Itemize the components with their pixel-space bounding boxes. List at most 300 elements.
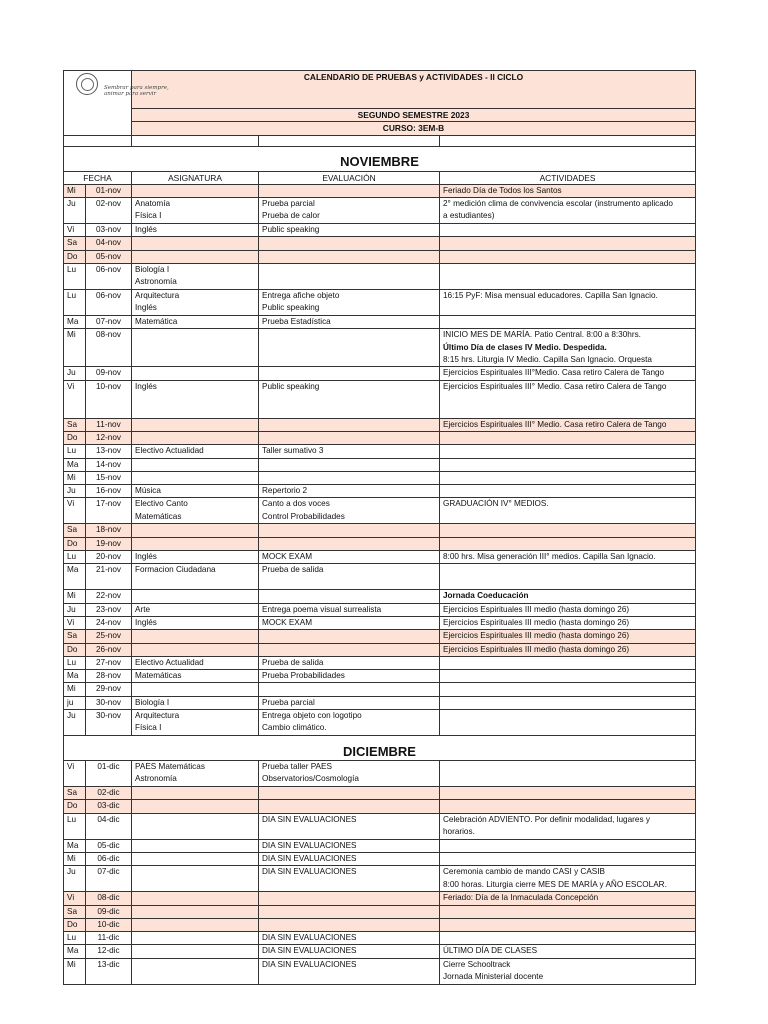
date-cell: 12-dic bbox=[86, 945, 132, 958]
cell-line: Matemáticas bbox=[135, 671, 182, 681]
cell-line: Prueba parcial bbox=[262, 199, 315, 209]
date-cell: 14-nov bbox=[86, 458, 132, 471]
cell-line: Public speaking bbox=[262, 381, 320, 391]
date-cell: 26-nov bbox=[86, 643, 132, 656]
day-cell: Mi bbox=[64, 329, 86, 367]
cell-line: PAES Matemáticas bbox=[135, 762, 205, 772]
activity-cell bbox=[440, 696, 696, 709]
subject-cell bbox=[132, 537, 259, 550]
activity-cell bbox=[440, 643, 696, 656]
table-row bbox=[64, 590, 696, 603]
table-row bbox=[64, 471, 696, 484]
day-cell: Sa bbox=[64, 905, 86, 918]
calendar-sheet bbox=[63, 70, 695, 985]
subject-cell bbox=[132, 316, 259, 329]
subject-cell bbox=[132, 905, 259, 918]
date-cell: 30-nov bbox=[86, 696, 132, 709]
subject-cell bbox=[132, 892, 259, 905]
subject-cell bbox=[132, 329, 259, 367]
subject-cell bbox=[132, 264, 259, 290]
day-cell: Do bbox=[64, 800, 86, 813]
subject-cell bbox=[132, 670, 259, 683]
day-cell: Ma bbox=[64, 670, 86, 683]
column-header-fecha: FECHA bbox=[64, 171, 132, 184]
day-cell: Lu bbox=[64, 656, 86, 669]
date-cell: 03-nov bbox=[86, 224, 132, 237]
subject-cell bbox=[132, 852, 259, 865]
activity-cell bbox=[440, 524, 696, 537]
date-cell: 07-nov bbox=[86, 316, 132, 329]
table-row bbox=[64, 316, 696, 329]
evaluation-cell bbox=[259, 224, 440, 237]
cell-line: Jornada Ministerial docente bbox=[443, 971, 544, 981]
cell-line: a estudiantes) bbox=[443, 211, 495, 221]
subject-cell bbox=[132, 250, 259, 263]
subject-cell bbox=[132, 656, 259, 669]
subject-cell bbox=[132, 761, 259, 787]
month-title: DICIEMBRE bbox=[64, 736, 696, 761]
cell-line: 8:00 horas. Liturgia cierre MES DE MARÍA y AÑO ESCOLAR. bbox=[443, 879, 667, 889]
month-row bbox=[64, 146, 696, 171]
cell-line: 8:00 hrs. Misa generación III° medios. Capilla San Ignacio. bbox=[443, 552, 656, 562]
evaluation-cell bbox=[259, 813, 440, 839]
day-cell: Do bbox=[64, 537, 86, 550]
date-cell: 03-dic bbox=[86, 800, 132, 813]
evaluation-cell bbox=[259, 670, 440, 683]
table-row bbox=[64, 564, 696, 590]
subject-cell bbox=[132, 603, 259, 616]
activity-cell bbox=[440, 761, 696, 787]
date-cell: 27-nov bbox=[86, 656, 132, 669]
evaluation-cell bbox=[259, 551, 440, 564]
activity-cell bbox=[440, 250, 696, 263]
activity-cell bbox=[440, 892, 696, 905]
day-cell: Sa bbox=[64, 418, 86, 431]
evaluation-cell bbox=[259, 537, 440, 550]
activity-cell bbox=[440, 431, 696, 444]
subject-cell bbox=[132, 380, 259, 418]
activity-cell bbox=[440, 710, 696, 736]
day-cell: Do bbox=[64, 643, 86, 656]
cell-line: Ejercicios Espirituales III medio (hasta domingo 26) bbox=[443, 644, 630, 654]
evaluation-cell bbox=[259, 866, 440, 892]
day-cell: Mi bbox=[64, 471, 86, 484]
cell-line: Matemática bbox=[135, 317, 178, 327]
cell-line: Repertorio 2 bbox=[262, 486, 308, 496]
date-cell: 02-dic bbox=[86, 787, 132, 800]
activity-cell bbox=[440, 813, 696, 839]
activity-cell bbox=[440, 683, 696, 696]
cell-line: Formacion Ciudadana bbox=[135, 565, 216, 575]
cell-line: Prueba Probabilidades bbox=[262, 671, 345, 681]
cell-line: Prueba taller PAES bbox=[262, 762, 332, 772]
cell-line: Celebración ADVIENTO. Por definir modalidad, lugares y bbox=[443, 814, 650, 824]
subject-cell bbox=[132, 498, 259, 524]
day-cell: Sa bbox=[64, 630, 86, 643]
evaluation-cell bbox=[259, 431, 440, 444]
evaluation-cell bbox=[259, 316, 440, 329]
cell-line: Física I bbox=[135, 211, 162, 221]
subject-cell bbox=[132, 918, 259, 931]
activity-cell bbox=[440, 329, 696, 367]
activity-cell bbox=[440, 367, 696, 380]
day-cell: Vi bbox=[64, 761, 86, 787]
activity-cell bbox=[440, 380, 696, 418]
cell-line: Feriado Día de Todos los Santos bbox=[443, 185, 562, 195]
table-row bbox=[64, 761, 696, 787]
subject-cell bbox=[132, 800, 259, 813]
day-cell: Lu bbox=[64, 813, 86, 839]
activity-cell bbox=[440, 932, 696, 945]
cell-line: Física I bbox=[135, 723, 162, 733]
day-cell: Vi bbox=[64, 224, 86, 237]
date-cell: 29-nov bbox=[86, 683, 132, 696]
evaluation-cell bbox=[259, 918, 440, 931]
activity-cell bbox=[440, 905, 696, 918]
month-row bbox=[64, 736, 696, 761]
activity-cell bbox=[440, 198, 696, 224]
table-row bbox=[64, 905, 696, 918]
cell-line: Matemáticas bbox=[135, 511, 182, 521]
day-cell: Ju bbox=[64, 603, 86, 616]
evaluation-cell bbox=[259, 184, 440, 197]
table-row bbox=[64, 431, 696, 444]
day-cell: Ju bbox=[64, 710, 86, 736]
subject-cell bbox=[132, 590, 259, 603]
evaluation-cell bbox=[259, 696, 440, 709]
subject-cell bbox=[132, 945, 259, 958]
table-row bbox=[64, 839, 696, 852]
date-cell: 02-nov bbox=[86, 198, 132, 224]
evaluation-cell bbox=[259, 630, 440, 643]
column-header-row bbox=[64, 171, 696, 184]
table-row bbox=[64, 800, 696, 813]
table-row bbox=[64, 250, 696, 263]
cell-line: 16:15 PyF: Misa mensual educadores. Capilla San Ignacio. bbox=[443, 291, 658, 301]
table-row bbox=[64, 485, 696, 498]
evaluation-cell bbox=[259, 445, 440, 458]
cell-line: Ejercicios Espirituales III medio (hasta domingo 26) bbox=[443, 604, 630, 614]
subject-cell bbox=[132, 696, 259, 709]
cell-line: Inglés bbox=[135, 303, 157, 313]
activity-cell bbox=[440, 616, 696, 629]
cell-line: Ejercicios Espirituales III° Medio. Casa retiro Calera de Tango bbox=[443, 381, 667, 391]
activity-cell bbox=[440, 852, 696, 865]
date-cell: 06-nov bbox=[86, 264, 132, 290]
evaluation-cell bbox=[259, 264, 440, 290]
cell-line: Taller sumativo 3 bbox=[262, 446, 324, 456]
day-cell: Vi bbox=[64, 892, 86, 905]
evaluation-cell bbox=[259, 683, 440, 696]
month-title: NOVIEMBRE bbox=[64, 146, 696, 171]
activity-cell bbox=[440, 958, 696, 984]
table-row bbox=[64, 237, 696, 250]
date-cell: 04-dic bbox=[86, 813, 132, 839]
activity-cell bbox=[440, 184, 696, 197]
table-row bbox=[64, 458, 696, 471]
cell-line: Electivo Actualidad bbox=[135, 446, 204, 456]
evaluation-cell bbox=[259, 198, 440, 224]
activity-cell bbox=[440, 264, 696, 290]
table-row bbox=[64, 264, 696, 290]
date-cell: 11-dic bbox=[86, 932, 132, 945]
subject-cell bbox=[132, 445, 259, 458]
evaluation-cell bbox=[259, 524, 440, 537]
cell-line: Inglés bbox=[135, 225, 157, 235]
title-line-2: SEGUNDO SEMESTRE 2023 bbox=[132, 109, 696, 122]
title-line-3: CURSO: 3EM-B bbox=[132, 122, 696, 135]
date-cell: 24-nov bbox=[86, 616, 132, 629]
activity-cell bbox=[440, 656, 696, 669]
cell-line: Arquitectura bbox=[135, 291, 180, 301]
day-cell: Mi bbox=[64, 590, 86, 603]
date-cell: 15-nov bbox=[86, 471, 132, 484]
table-row bbox=[64, 603, 696, 616]
school-logo bbox=[64, 71, 169, 136]
day-cell: Ma bbox=[64, 458, 86, 471]
title-line-1: CALENDARIO DE PRUEBAS y ACTIVIDADES - II CICLO bbox=[132, 71, 696, 109]
subject-cell bbox=[132, 866, 259, 892]
activity-cell bbox=[440, 564, 696, 590]
subject-cell bbox=[132, 564, 259, 590]
date-cell: 05-nov bbox=[86, 250, 132, 263]
cell-line: Cambio climático. bbox=[262, 723, 327, 733]
date-cell: 12-nov bbox=[86, 431, 132, 444]
cell-line: Ejercicios Espirituales III medio (hasta domingo 26) bbox=[443, 631, 630, 641]
evaluation-cell bbox=[259, 237, 440, 250]
day-cell: Vi bbox=[64, 616, 86, 629]
evaluation-cell bbox=[259, 656, 440, 669]
subject-cell bbox=[132, 458, 259, 471]
activity-cell bbox=[440, 237, 696, 250]
evaluation-cell bbox=[259, 839, 440, 852]
cell-line: Prueba de calor bbox=[262, 211, 320, 221]
subject-cell bbox=[132, 224, 259, 237]
day-cell: Ma bbox=[64, 945, 86, 958]
subject-cell bbox=[132, 813, 259, 839]
subject-cell bbox=[132, 198, 259, 224]
subject-cell bbox=[132, 932, 259, 945]
evaluation-cell bbox=[259, 418, 440, 431]
subject-cell bbox=[132, 237, 259, 250]
table-row bbox=[64, 958, 696, 984]
subject-cell bbox=[132, 787, 259, 800]
cell-line: Último Día de clases IV Medio. Despedida. bbox=[443, 342, 607, 352]
cell-line: DIA SIN EVALUACIONES bbox=[262, 867, 357, 877]
evaluation-cell bbox=[259, 329, 440, 367]
cell-line: GRADUACIÓN IV° MEDIOS. bbox=[443, 499, 549, 509]
day-cell: Ma bbox=[64, 316, 86, 329]
activity-cell bbox=[440, 224, 696, 237]
table-row bbox=[64, 945, 696, 958]
cell-line: Public speaking bbox=[262, 303, 320, 313]
cell-line: Control Probabilidades bbox=[262, 511, 345, 521]
activity-cell bbox=[440, 290, 696, 316]
evaluation-cell bbox=[259, 471, 440, 484]
cell-line: Cierre Schooltrack bbox=[443, 959, 511, 969]
subject-cell bbox=[132, 290, 259, 316]
day-cell: Sa bbox=[64, 524, 86, 537]
day-cell: Sa bbox=[64, 787, 86, 800]
date-cell: 08-nov bbox=[86, 329, 132, 367]
calendar-table bbox=[63, 70, 696, 985]
cell-line: Astronomía bbox=[135, 277, 177, 287]
day-cell: Ma bbox=[64, 839, 86, 852]
activity-cell bbox=[440, 603, 696, 616]
activity-cell bbox=[440, 590, 696, 603]
evaluation-cell bbox=[259, 603, 440, 616]
table-row bbox=[64, 918, 696, 931]
day-cell: Lu bbox=[64, 551, 86, 564]
activity-cell bbox=[440, 498, 696, 524]
table-row bbox=[64, 524, 696, 537]
day-cell: Mi bbox=[64, 683, 86, 696]
date-cell: 25-nov bbox=[86, 630, 132, 643]
evaluation-cell bbox=[259, 590, 440, 603]
cell-line: DIA SIN EVALUACIONES bbox=[262, 959, 357, 969]
day-cell: Ju bbox=[64, 485, 86, 498]
column-header-evaluacion: EVALUACIÓN bbox=[259, 171, 440, 184]
table-row bbox=[64, 892, 696, 905]
date-cell: 06-nov bbox=[86, 290, 132, 316]
evaluation-cell bbox=[259, 958, 440, 984]
table-row bbox=[64, 866, 696, 892]
cell-line: horarios. bbox=[443, 826, 475, 836]
date-cell: 05-dic bbox=[86, 839, 132, 852]
date-cell: 10-nov bbox=[86, 380, 132, 418]
table-row bbox=[64, 367, 696, 380]
evaluation-cell bbox=[259, 250, 440, 263]
date-cell: 19-nov bbox=[86, 537, 132, 550]
activity-cell bbox=[440, 445, 696, 458]
table-row bbox=[64, 329, 696, 367]
evaluation-cell bbox=[259, 498, 440, 524]
evaluation-cell bbox=[259, 852, 440, 865]
subject-cell bbox=[132, 710, 259, 736]
table-row bbox=[64, 198, 696, 224]
evaluation-cell bbox=[259, 380, 440, 418]
table-row bbox=[64, 787, 696, 800]
table-row bbox=[64, 932, 696, 945]
date-cell: 01-dic bbox=[86, 761, 132, 787]
date-cell: 01-nov bbox=[86, 184, 132, 197]
day-cell: Ma bbox=[64, 564, 86, 590]
date-cell: 23-nov bbox=[86, 603, 132, 616]
cell-line: Inglés bbox=[135, 552, 157, 562]
cell-line: DIA SIN EVALUACIONES bbox=[262, 840, 357, 850]
table-row bbox=[64, 670, 696, 683]
subject-cell bbox=[132, 683, 259, 696]
subject-cell bbox=[132, 630, 259, 643]
evaluation-cell bbox=[259, 616, 440, 629]
activity-cell bbox=[440, 316, 696, 329]
subject-cell bbox=[132, 471, 259, 484]
activity-cell bbox=[440, 537, 696, 550]
cell-line: Jornada Coeducación bbox=[443, 591, 529, 601]
table-row bbox=[64, 290, 696, 316]
cell-line: Prueba Estadística bbox=[262, 317, 331, 327]
evaluation-cell bbox=[259, 892, 440, 905]
cell-line: MOCK EXAM bbox=[262, 617, 313, 627]
evaluation-cell bbox=[259, 564, 440, 590]
day-cell: Mi bbox=[64, 184, 86, 197]
evaluation-cell bbox=[259, 787, 440, 800]
cell-line: Anatomía bbox=[135, 199, 171, 209]
cell-line: Biología I bbox=[135, 265, 170, 275]
cell-line: Arquitectura bbox=[135, 711, 180, 721]
table-row bbox=[64, 551, 696, 564]
date-cell: 04-nov bbox=[86, 237, 132, 250]
evaluation-cell bbox=[259, 710, 440, 736]
table-row bbox=[64, 630, 696, 643]
day-cell: Lu bbox=[64, 264, 86, 290]
date-cell: 08-dic bbox=[86, 892, 132, 905]
cell-line: DIA SIN EVALUACIONES bbox=[262, 946, 357, 956]
activity-cell bbox=[440, 945, 696, 958]
school-seal-icon bbox=[76, 73, 98, 95]
evaluation-cell bbox=[259, 485, 440, 498]
subject-cell bbox=[132, 184, 259, 197]
day-cell: Mi bbox=[64, 958, 86, 984]
table-row bbox=[64, 224, 696, 237]
day-cell: Vi bbox=[64, 380, 86, 418]
cell-line: DIA SIN EVALUACIONES bbox=[262, 814, 357, 824]
cell-line: Música bbox=[135, 486, 161, 496]
evaluation-cell bbox=[259, 761, 440, 787]
date-cell: 17-nov bbox=[86, 498, 132, 524]
cell-line: MOCK EXAM bbox=[262, 552, 313, 562]
logo-motto: Sembrar para siempre, animar para servir bbox=[104, 85, 169, 97]
day-cell: Ju bbox=[64, 866, 86, 892]
evaluation-cell bbox=[259, 905, 440, 918]
day-cell: Sa bbox=[64, 237, 86, 250]
day-cell: Lu bbox=[64, 290, 86, 316]
evaluation-cell bbox=[259, 800, 440, 813]
cell-line: Prueba de salida bbox=[262, 565, 324, 575]
table-row bbox=[64, 418, 696, 431]
activity-cell bbox=[440, 918, 696, 931]
subject-cell bbox=[132, 958, 259, 984]
date-cell: 22-nov bbox=[86, 590, 132, 603]
subject-cell bbox=[132, 839, 259, 852]
evaluation-cell bbox=[259, 290, 440, 316]
cell-line: Ejercicios Espirituales III° Medio. Casa retiro Calera de Tango bbox=[443, 419, 667, 429]
cell-line: Canto a dos voces bbox=[262, 499, 330, 509]
cell-line: Observatorios/Cosmología bbox=[262, 774, 359, 784]
date-cell: 13-nov bbox=[86, 445, 132, 458]
activity-cell bbox=[440, 839, 696, 852]
subject-cell bbox=[132, 367, 259, 380]
day-cell: Do bbox=[64, 250, 86, 263]
date-cell: 16-nov bbox=[86, 485, 132, 498]
activity-cell bbox=[440, 866, 696, 892]
cell-line: Prueba parcial bbox=[262, 697, 315, 707]
subject-cell bbox=[132, 485, 259, 498]
subject-cell bbox=[132, 418, 259, 431]
day-cell: Lu bbox=[64, 445, 86, 458]
date-cell: 09-nov bbox=[86, 367, 132, 380]
activity-cell bbox=[440, 670, 696, 683]
date-cell: 20-nov bbox=[86, 551, 132, 564]
table-row bbox=[64, 813, 696, 839]
date-cell: 13-dic bbox=[86, 958, 132, 984]
table-row bbox=[64, 616, 696, 629]
activity-cell bbox=[440, 458, 696, 471]
cell-line: INICIO MES DE MARÍA. Patio Central. 8:00 a 8:30hrs. bbox=[443, 330, 641, 340]
day-cell: Do bbox=[64, 431, 86, 444]
day-cell: ju bbox=[64, 696, 86, 709]
cell-line: Astronomía bbox=[135, 774, 177, 784]
